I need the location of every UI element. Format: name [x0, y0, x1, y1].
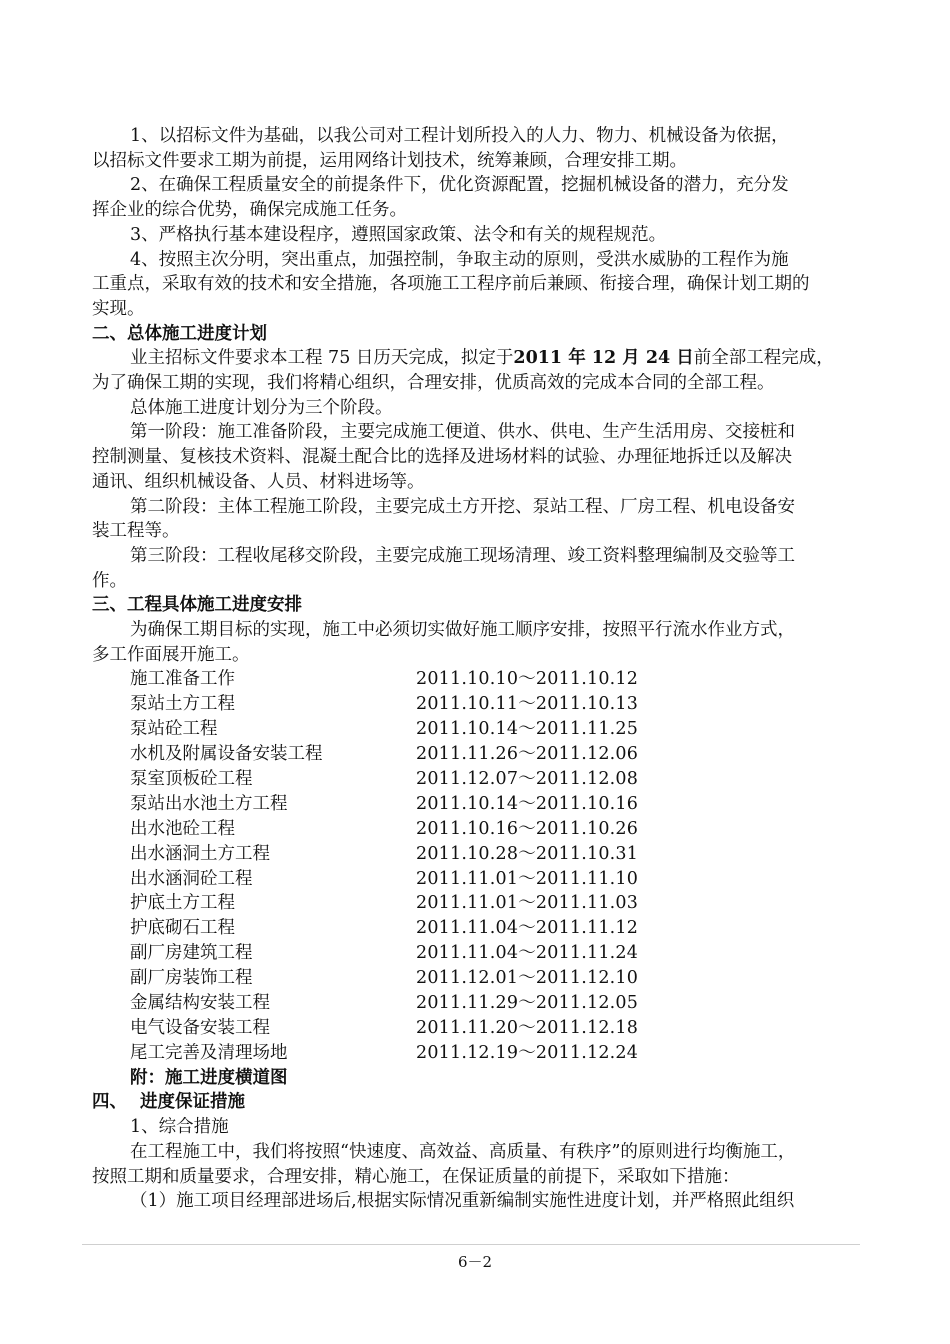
section-4-subheading: 1、综合措施: [130, 1117, 229, 1138]
task-name: 尾工完善及清理场地: [130, 1042, 288, 1063]
section-4-number: 四、: [92, 1092, 127, 1113]
task-dates: 2011.11.01～2011.11.03: [416, 893, 639, 914]
task-name: 副厂房建筑工程: [130, 943, 253, 964]
stage-1-line-1: 第一阶段：施工准备阶段，主要完成施工便道、供水、供电、生产生活用房、交接桩和: [130, 422, 795, 443]
paragraph-1-line-1: 1、以招标文件为基础，以我公司对工程计划所投入的人力、物力、机械设备为依据，: [130, 126, 789, 146]
schedule-row: [130, 1041, 862, 1066]
task-name: 出水池砼工程: [130, 818, 235, 839]
task-dates: 2011.12.01～2011.12.10: [416, 968, 639, 989]
paragraph-4-line-3: 实现。: [92, 298, 145, 319]
task-dates: 2011.10.14～2011.11.25: [416, 719, 639, 740]
schedule-row: [130, 717, 862, 742]
section-2-line-2: 为了确保工期的实现，我们将精心组织，合理安排，优质高效的完成本合同的全部工程。: [92, 373, 775, 394]
paragraph-4-line-1: 4、按照主次分明，突出重点，加强控制，争取主动的原则，受洪水威胁的工程作为施: [130, 249, 789, 270]
appendix-note: 附：施工进度横道图: [130, 1067, 288, 1088]
schedule-row: [130, 817, 862, 842]
section-4-heading: [92, 1090, 862, 1115]
stage-3-line-2: 作。: [92, 570, 127, 591]
section-4-line-2: 按照工期和质量要求，合理安排，精心施工，在保证质量的前提下，采取如下措施：: [92, 1166, 740, 1187]
document-body: [92, 124, 862, 1214]
schedule-row: [130, 667, 862, 692]
task-dates: 2011.11.01～2011.11.10: [416, 868, 639, 889]
schedule-row: [130, 1016, 862, 1041]
schedule-row: [130, 916, 862, 941]
task-name: 金属结构安装工程: [130, 993, 270, 1014]
task-name: 出水涵洞土方工程: [130, 843, 270, 864]
task-dates: 2011.11.26～2011.12.06: [416, 744, 639, 765]
schedule-row: [130, 767, 862, 792]
stage-3-line-1: 第三阶段：工程收尾移交阶段，主要完成施工现场清理、竣工资料整理编制及交验等工: [130, 545, 795, 566]
section-4-line-1: 在工程施工中，我们将按照“快速度、高效益、高质量、有秩序”的原则进行均衡施工，: [130, 1141, 796, 1162]
task-name: 水机及附属设备安装工程: [130, 744, 323, 765]
schedule-row: [130, 867, 862, 892]
completion-date: 2011 年 12 月 24 日: [513, 348, 694, 369]
paragraph-4-line-2: 工重点，采取有效的技术和安全措施，各项施工工程序前后兼顾、衔接合理，确保计划工期的: [92, 274, 810, 295]
section-2-line-1: [92, 346, 862, 371]
task-dates: 2011.11.04～2011.11.24: [416, 943, 639, 964]
paragraph-2-line-2: 挥企业的综合优势，确保完成施工任务。: [92, 200, 407, 221]
paragraph-2-line-1: 2、在确保工程质量安全的前提条件下，优化资源配置，挖掘机械设备的潜力，充分发: [130, 175, 789, 196]
schedule-row: [130, 692, 862, 717]
section-3-line-1: 为确保工期目标的实现，施工中必须切实做好施工顺序安排，按照平行流水作业方式，: [130, 620, 795, 641]
section-2-line-1-pre: 业主招标文件要求本工程 75 日历天完成，拟定于: [130, 348, 514, 369]
task-name: 出水涵洞砼工程: [130, 868, 253, 889]
schedule-row: [130, 966, 862, 991]
task-name: 护底土方工程: [130, 893, 235, 914]
paragraph-1-line-2: 以招标文件要求工期为前提，运用网络计划技术，统筹兼顾，合理安排工期。: [92, 150, 687, 171]
schedule-row: [130, 891, 862, 916]
section-3-line-2: 多工作面展开施工。: [92, 644, 250, 665]
page-number: 6－2: [457, 1253, 493, 1271]
section-2-line-1-post: 前全部工程完成，: [693, 348, 834, 369]
task-dates: 2011.12.19～2011.12.24: [416, 1042, 639, 1063]
schedule-row: [130, 941, 862, 966]
task-name: 泵站土方工程: [130, 694, 235, 715]
task-dates: 2011.10.10～2011.10.12: [416, 669, 639, 690]
stage-2-line-1: 第二阶段：主体工程施工阶段，主要完成土方开挖、泵站工程、厂房工程、机电设备安: [130, 496, 795, 517]
schedule-row: [130, 742, 862, 767]
task-name: 泵站砼工程: [130, 719, 218, 740]
schedule-list: [130, 667, 862, 1065]
task-dates: 2011.12.07～2011.12.08: [416, 769, 639, 790]
stage-2-line-2: 装工程等。: [92, 521, 180, 542]
schedule-row: [130, 842, 862, 867]
section-4-line-3: （1）施工项目经理部进场后,根据实际情况重新编制实施性进度计划，并严格照此组织: [130, 1191, 795, 1212]
footer-divider: [82, 1244, 860, 1245]
task-dates: 2011.11.29～2011.12.05: [416, 993, 639, 1014]
stage-1-line-3: 通讯、组织机械设备、人员、材料进场等。: [92, 471, 425, 492]
task-dates: 2011.10.11～2011.10.13: [416, 694, 639, 715]
section-2-line-3: 总体施工进度计划分为三个阶段。: [130, 397, 393, 418]
task-dates: 2011.10.14～2011.10.16: [416, 793, 639, 814]
paragraph-3: 3、严格执行基本建设程序，遵照国家政策、法令和有关的规程规范。: [130, 224, 667, 245]
section-3-heading: 三、工程具体施工进度安排: [92, 595, 302, 616]
task-dates: 2011.11.20～2011.12.18: [416, 1017, 639, 1038]
section-4-title: 进度保证措施: [140, 1092, 245, 1113]
task-name: 护底砌石工程: [130, 918, 235, 939]
task-name: 电气设备安装工程: [130, 1017, 270, 1038]
task-name: 泵室顶板砼工程: [130, 769, 253, 790]
task-name: 副厂房装饰工程: [130, 968, 253, 989]
schedule-row: [130, 792, 862, 817]
task-dates: 2011.11.04～2011.11.12: [416, 918, 639, 939]
section-2-heading: 二、总体施工进度计划: [92, 323, 267, 344]
task-name: 施工准备工作: [130, 669, 235, 690]
task-dates: 2011.10.28～2011.10.31: [416, 843, 639, 864]
task-dates: 2011.10.16～2011.10.26: [416, 818, 639, 839]
schedule-row: [130, 991, 862, 1016]
stage-1-line-2: 控制测量、复核技术资料、混凝土配合比的选择及进场材料的试验、办理征地拆迁以及解决: [92, 447, 792, 468]
task-name: 泵站出水池土方工程: [130, 793, 288, 814]
